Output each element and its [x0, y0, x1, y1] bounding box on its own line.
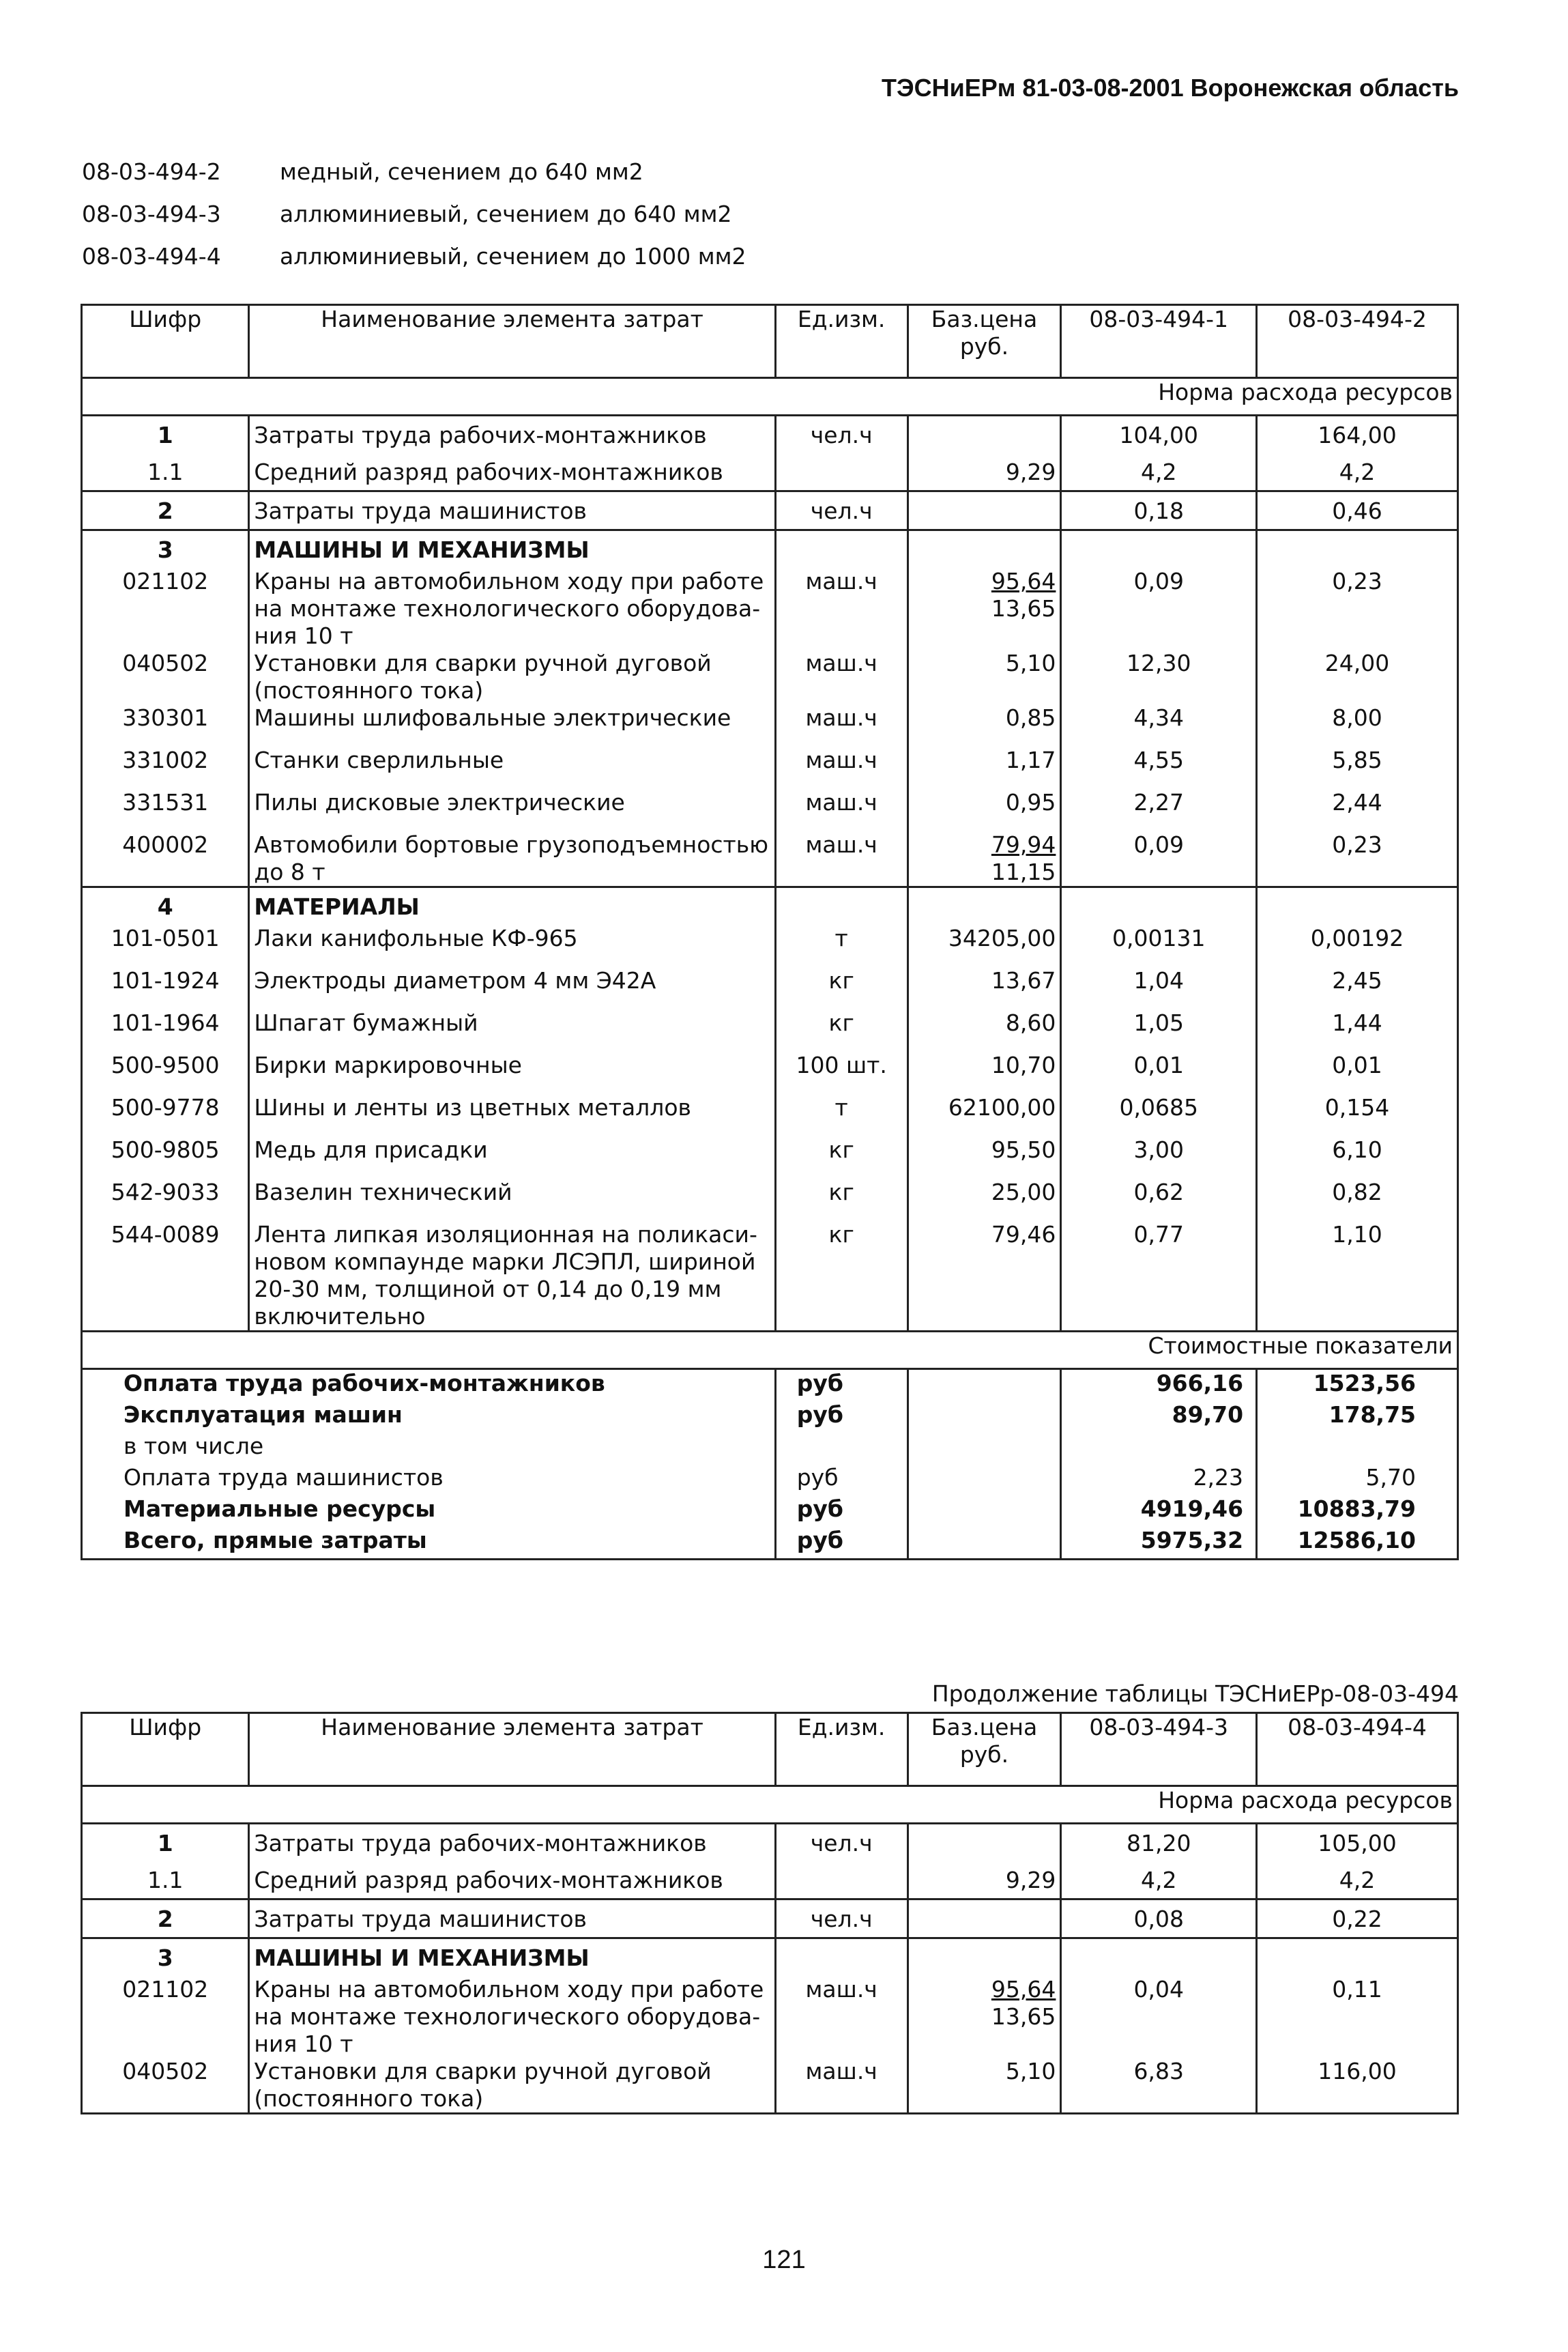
- header-variant-3: 08-03-494-3: [1061, 1713, 1257, 1786]
- cost-row: [82, 1369, 1458, 1402]
- row-name: Лента липкая изоляционная на поликаси-новом компаунде марки ЛСЭПЛ, шириной 20-30 мм, толщиной от 0,14 до 0,19 мм включительно: [249, 1221, 775, 1332]
- row-price: 8,60: [908, 1009, 1061, 1052]
- row-unit: маш.ч: [775, 2058, 908, 2114]
- row-unit: маш.ч: [775, 831, 908, 887]
- row-unit: т: [775, 1094, 908, 1136]
- variant-item: [82, 158, 746, 201]
- cost-value-1: 89,70: [1061, 1401, 1257, 1433]
- row-value-1: 0,08: [1061, 1899, 1257, 1938]
- cost-value-2: [1257, 1433, 1458, 1464]
- row-name: Бирки маркировочные: [249, 1052, 775, 1094]
- table-row: [82, 704, 1458, 747]
- header-price-line1: Баз.цена: [931, 306, 1038, 332]
- row-price: 34205,00: [908, 925, 1061, 967]
- row-code: 330301: [82, 704, 249, 747]
- cost-band: Стоимостные показатели: [82, 1332, 1458, 1369]
- row-value-1: 3,00: [1061, 1136, 1257, 1179]
- header-price-line2: руб.: [959, 333, 1009, 360]
- row-code: 544-0089: [82, 1221, 249, 1332]
- section-title: МАШИНЫ И МЕХАНИЗМЫ: [249, 1938, 775, 1977]
- row-unit: кг: [775, 1009, 908, 1052]
- header-price: [908, 305, 1061, 378]
- cost-value-2: 10883,79: [1257, 1495, 1458, 1527]
- row-name: Затраты труда машинистов: [249, 491, 775, 530]
- row-value-2: 0,82: [1257, 1179, 1458, 1221]
- table-row: [82, 1179, 1458, 1221]
- row-unit: чел.ч: [775, 1899, 908, 1938]
- empty-cell: [1257, 530, 1458, 569]
- row-price: 10,70: [908, 1052, 1061, 1094]
- row-code: 2: [82, 1899, 249, 1938]
- row-code: 1: [82, 416, 249, 454]
- empty-cell: [908, 1495, 1061, 1527]
- section-title: МАШИНЫ И МЕХАНИЗМЫ: [249, 530, 775, 569]
- norm-band-row: [82, 378, 1458, 416]
- empty-cell: [908, 1464, 1061, 1495]
- row-name: Средний разряд рабочих-монтажников: [249, 453, 775, 491]
- table-row: [82, 1009, 1458, 1052]
- row-value-1: 0,01: [1061, 1052, 1257, 1094]
- empty-cell: [1061, 887, 1257, 926]
- cost-band-row: [82, 1332, 1458, 1369]
- section-row: [82, 1938, 1458, 1977]
- row-unit: 100 шт.: [775, 1052, 908, 1094]
- row-value-1: 4,34: [1061, 704, 1257, 747]
- row-name: Краны на автомобильном ходу при работе на монтаже технологического оборудова-ния 10 т: [249, 1976, 775, 2058]
- table-row: [82, 1221, 1458, 1332]
- cost-label: Эксплуатация машин: [82, 1401, 776, 1433]
- row-code: 542-9033: [82, 1179, 249, 1221]
- table-row: [82, 925, 1458, 967]
- section-title: МАТЕРИАЛЫ: [249, 887, 775, 926]
- empty-cell: [775, 1938, 908, 1977]
- empty-cell: [908, 1401, 1061, 1433]
- header-unit: Ед.изм.: [775, 305, 908, 378]
- row-unit: чел.ч: [775, 1824, 908, 1862]
- page-number: 121: [762, 2246, 806, 2274]
- row-value-2: 6,10: [1257, 1136, 1458, 1179]
- row-name: Краны на автомобильном ходу при работе на монтаже технологического оборудова-ния 10 т: [249, 568, 775, 650]
- resource-table-1: [81, 304, 1459, 1560]
- cost-unit: руб: [775, 1401, 908, 1433]
- empty-cell: [1257, 887, 1458, 926]
- row-unit: кг: [775, 1221, 908, 1332]
- resource-table-2: [81, 1712, 1459, 2114]
- row-price-value: 95,64: [991, 568, 1056, 594]
- cost-value-2: 5,70: [1257, 1464, 1458, 1495]
- cost-unit: руб: [775, 1527, 908, 1560]
- row-name: Шпагат бумажный: [249, 1009, 775, 1052]
- section-code: 4: [82, 887, 249, 926]
- row-name: Шины и ленты из цветных металлов: [249, 1094, 775, 1136]
- row-price: 0,95: [908, 789, 1061, 831]
- cost-value-1: [1061, 1433, 1257, 1464]
- row-value-2: 0,154: [1257, 1094, 1458, 1136]
- row-value-1: 0,18: [1061, 491, 1257, 530]
- row-unit: [775, 1861, 908, 1899]
- variant-code: 08-03-494-2: [82, 158, 221, 185]
- cost-unit: руб: [775, 1495, 908, 1527]
- row-code: 500-9778: [82, 1094, 249, 1136]
- empty-cell: [775, 887, 908, 926]
- row-value-2: 8,00: [1257, 704, 1458, 747]
- row-price-value: 95,64: [991, 1976, 1056, 2003]
- row-unit: чел.ч: [775, 416, 908, 454]
- empty-cell: [908, 1433, 1061, 1464]
- row-price: [908, 1899, 1061, 1938]
- row-value-1: 0,09: [1061, 831, 1257, 887]
- row-value-2: 2,44: [1257, 789, 1458, 831]
- header-price: [908, 1713, 1061, 1786]
- norm-band: Норма расхода ресурсов: [82, 378, 1458, 416]
- header-name: Наименование элемента затрат: [249, 1713, 775, 1786]
- row-unit: маш.ч: [775, 650, 908, 704]
- row-name: Затраты труда рабочих-монтажников: [249, 1824, 775, 1862]
- variant-desc: медный, сечением до 640 мм2: [280, 158, 643, 185]
- empty-cell: [1061, 530, 1257, 569]
- row-code: 021102: [82, 1976, 249, 2058]
- table-row: [82, 967, 1458, 1009]
- row-price: 13,67: [908, 967, 1061, 1009]
- table-row: [82, 416, 1458, 454]
- header-code: Шифр: [82, 305, 249, 378]
- row-price: 62100,00: [908, 1094, 1061, 1136]
- empty-cell: [908, 887, 1061, 926]
- header-unit: Ед.изм.: [775, 1713, 908, 1786]
- table-row: [82, 491, 1458, 530]
- row-value-2: 0,46: [1257, 491, 1458, 530]
- row-price-sub: 11,15: [991, 859, 1056, 885]
- variant-item: [82, 201, 746, 243]
- cost-row: [82, 1464, 1458, 1495]
- row-price: 5,10: [908, 2058, 1061, 2114]
- header-name: Наименование элемента затрат: [249, 305, 775, 378]
- table-row: [82, 789, 1458, 831]
- row-value-1: 2,27: [1061, 789, 1257, 831]
- row-value-2: 0,00192: [1257, 925, 1458, 967]
- row-price: 25,00: [908, 1179, 1061, 1221]
- empty-cell: [775, 530, 908, 569]
- header-price-line2: руб.: [959, 1741, 1009, 1768]
- row-value-1: 1,04: [1061, 967, 1257, 1009]
- cost-label: Всего, прямые затраты: [82, 1527, 776, 1560]
- row-price: [908, 416, 1061, 454]
- cost-row: [82, 1401, 1458, 1433]
- row-value-1: 0,09: [1061, 568, 1257, 650]
- row-value-2: 0,23: [1257, 568, 1458, 650]
- row-price: 0,85: [908, 704, 1061, 747]
- row-price: 79,46: [908, 1221, 1061, 1332]
- row-name: Медь для присадки: [249, 1136, 775, 1179]
- norm-band-row: [82, 1786, 1458, 1824]
- row-unit: чел.ч: [775, 491, 908, 530]
- row-value-2: 4,2: [1257, 453, 1458, 491]
- row-unit: кг: [775, 1179, 908, 1221]
- table-row: [82, 831, 1458, 887]
- header-price-line1: Баз.цена: [931, 1714, 1038, 1740]
- empty-cell: [1257, 1938, 1458, 1977]
- row-code: 101-1924: [82, 967, 249, 1009]
- row-name: Электроды диаметром 4 мм Э42А: [249, 967, 775, 1009]
- row-code: 040502: [82, 650, 249, 704]
- row-value-1: 0,77: [1061, 1221, 1257, 1332]
- table-row: [82, 2058, 1458, 2114]
- row-value-1: 12,30: [1061, 650, 1257, 704]
- row-name: Машины шлифовальные электрические: [249, 704, 775, 747]
- row-code: 101-0501: [82, 925, 249, 967]
- section-code: 3: [82, 530, 249, 569]
- row-name: Затраты труда рабочих-монтажников: [249, 416, 775, 454]
- empty-cell: [908, 1369, 1061, 1402]
- row-price: [908, 1824, 1061, 1862]
- cost-label: Оплата труда машинистов: [82, 1464, 776, 1495]
- cost-unit: руб: [775, 1369, 908, 1402]
- table-row: [82, 453, 1458, 491]
- row-value-1: 1,05: [1061, 1009, 1257, 1052]
- cost-value-1: 2,23: [1061, 1464, 1257, 1495]
- row-value-2: 0,23: [1257, 831, 1458, 887]
- row-unit: кг: [775, 1136, 908, 1179]
- row-price-value: 79,94: [991, 831, 1056, 858]
- table-row: [82, 1861, 1458, 1899]
- table-row: [82, 650, 1458, 704]
- norm-band: Норма расхода ресурсов: [82, 1786, 1458, 1824]
- row-code: 1.1: [82, 453, 249, 491]
- row-code: 500-9805: [82, 1136, 249, 1179]
- row-value-1: 81,20: [1061, 1824, 1257, 1862]
- row-unit: маш.ч: [775, 747, 908, 789]
- row-name: Автомобили бортовые грузоподъемностью до 8 т: [249, 831, 775, 887]
- row-price: 9,29: [908, 453, 1061, 491]
- empty-cell: [908, 1938, 1061, 1977]
- variant-code: 08-03-494-4: [82, 243, 221, 270]
- row-value-1: 0,04: [1061, 1976, 1257, 2058]
- empty-cell: [908, 1527, 1061, 1560]
- cost-value-2: 178,75: [1257, 1401, 1458, 1433]
- row-unit: маш.ч: [775, 789, 908, 831]
- table-header-row: [82, 305, 1458, 378]
- row-price: [908, 1976, 1061, 2058]
- header-variant-2: 08-03-494-2: [1257, 305, 1458, 378]
- cost-label: Материальные ресурсы: [82, 1495, 776, 1527]
- section-row: [82, 530, 1458, 569]
- row-value-2: 2,45: [1257, 967, 1458, 1009]
- variant-item: [82, 243, 746, 285]
- row-price: 9,29: [908, 1861, 1061, 1899]
- row-code: 331531: [82, 789, 249, 831]
- cost-row: [82, 1433, 1458, 1464]
- row-value-2: 1,10: [1257, 1221, 1458, 1332]
- empty-cell: [908, 530, 1061, 569]
- table-row: [82, 1899, 1458, 1938]
- empty-cell: [1061, 1938, 1257, 1977]
- row-value-2: 116,00: [1257, 2058, 1458, 2114]
- row-value-1: 4,2: [1061, 1861, 1257, 1899]
- header-variant-1: 08-03-494-1: [1061, 305, 1257, 378]
- variant-list: [82, 158, 746, 285]
- row-code: 1: [82, 1824, 249, 1862]
- row-price: 95,50: [908, 1136, 1061, 1179]
- table-row: [82, 747, 1458, 789]
- cost-label: Оплата труда рабочих-монтажников: [82, 1369, 776, 1402]
- variant-desc: аллюминиевый, сечением до 640 мм2: [280, 201, 732, 227]
- table-header-row: [82, 1713, 1458, 1786]
- cost-value-1: 966,16: [1061, 1369, 1257, 1402]
- table-row: [82, 1976, 1458, 2058]
- row-code: 1.1: [82, 1861, 249, 1899]
- section-row: [82, 887, 1458, 926]
- row-price: [908, 831, 1061, 887]
- cost-unit: руб: [775, 1464, 908, 1495]
- row-unit: маш.ч: [775, 704, 908, 747]
- row-value-2: 24,00: [1257, 650, 1458, 704]
- row-value-1: 6,83: [1061, 2058, 1257, 2114]
- row-unit: маш.ч: [775, 568, 908, 650]
- row-code: 101-1964: [82, 1009, 249, 1052]
- row-value-2: 164,00: [1257, 416, 1458, 454]
- table-row: [82, 568, 1458, 650]
- row-value-2: 0,22: [1257, 1899, 1458, 1938]
- cost-unit: [775, 1433, 908, 1464]
- variant-desc: аллюминиевый, сечением до 1000 мм2: [280, 243, 746, 270]
- row-name: Станки сверлильные: [249, 747, 775, 789]
- row-price: [908, 568, 1061, 650]
- row-price-sub: 13,65: [991, 2003, 1056, 2030]
- row-name: Средний разряд рабочих-монтажников: [249, 1861, 775, 1899]
- row-value-2: 4,2: [1257, 1861, 1458, 1899]
- row-value-1: 4,2: [1061, 453, 1257, 491]
- row-value-2: 0,01: [1257, 1052, 1458, 1094]
- table-row: [82, 1824, 1458, 1862]
- row-value-1: 0,0685: [1061, 1094, 1257, 1136]
- row-price: [908, 491, 1061, 530]
- row-code: 500-9500: [82, 1052, 249, 1094]
- cost-value-2: 1523,56: [1257, 1369, 1458, 1402]
- row-value-2: 1,44: [1257, 1009, 1458, 1052]
- row-name: Затраты труда машинистов: [249, 1899, 775, 1938]
- table-row: [82, 1052, 1458, 1094]
- section-code: 3: [82, 1938, 249, 1977]
- row-value-1: 104,00: [1061, 416, 1257, 454]
- row-code: 040502: [82, 2058, 249, 2114]
- row-unit: кг: [775, 967, 908, 1009]
- cost-value-1: 5975,32: [1061, 1527, 1257, 1560]
- row-value-2: 105,00: [1257, 1824, 1458, 1862]
- row-name: Установки для сварки ручной дуговой (постоянного тока): [249, 2058, 775, 2114]
- page-header-title: ТЭСНиЕРм 81-03-08-2001 Воронежская область: [882, 74, 1459, 102]
- row-price-sub: 13,65: [991, 595, 1056, 622]
- cost-value-2: 12586,10: [1257, 1527, 1458, 1560]
- continuation-caption: Продолжение таблицы ТЭСНиЕРр-08-03-494: [931, 1680, 1459, 1707]
- row-value-2: 0,11: [1257, 1976, 1458, 2058]
- row-unit: маш.ч: [775, 1976, 908, 2058]
- row-value-1: 0,00131: [1061, 925, 1257, 967]
- cost-row: [82, 1527, 1458, 1560]
- header-code: Шифр: [82, 1713, 249, 1786]
- row-code: 331002: [82, 747, 249, 789]
- row-value-1: 0,62: [1061, 1179, 1257, 1221]
- row-name: Пилы дисковые электрические: [249, 789, 775, 831]
- row-price: 5,10: [908, 650, 1061, 704]
- row-name: Вазелин технический: [249, 1179, 775, 1221]
- row-unit: [775, 453, 908, 491]
- variant-code: 08-03-494-3: [82, 201, 221, 227]
- cost-value-1: 4919,46: [1061, 1495, 1257, 1527]
- row-price: 1,17: [908, 747, 1061, 789]
- row-code: 400002: [82, 831, 249, 887]
- cost-row: [82, 1495, 1458, 1527]
- header-variant-4: 08-03-494-4: [1257, 1713, 1458, 1786]
- table-row: [82, 1136, 1458, 1179]
- row-code: 2: [82, 491, 249, 530]
- row-value-1: 4,55: [1061, 747, 1257, 789]
- row-unit: т: [775, 925, 908, 967]
- cost-label: в том числе: [82, 1433, 776, 1464]
- row-name: Установки для сварки ручной дуговой (постоянного тока): [249, 650, 775, 704]
- row-value-2: 5,85: [1257, 747, 1458, 789]
- table-row: [82, 1094, 1458, 1136]
- row-name: Лаки канифольные КФ-965: [249, 925, 775, 967]
- row-code: 021102: [82, 568, 249, 650]
